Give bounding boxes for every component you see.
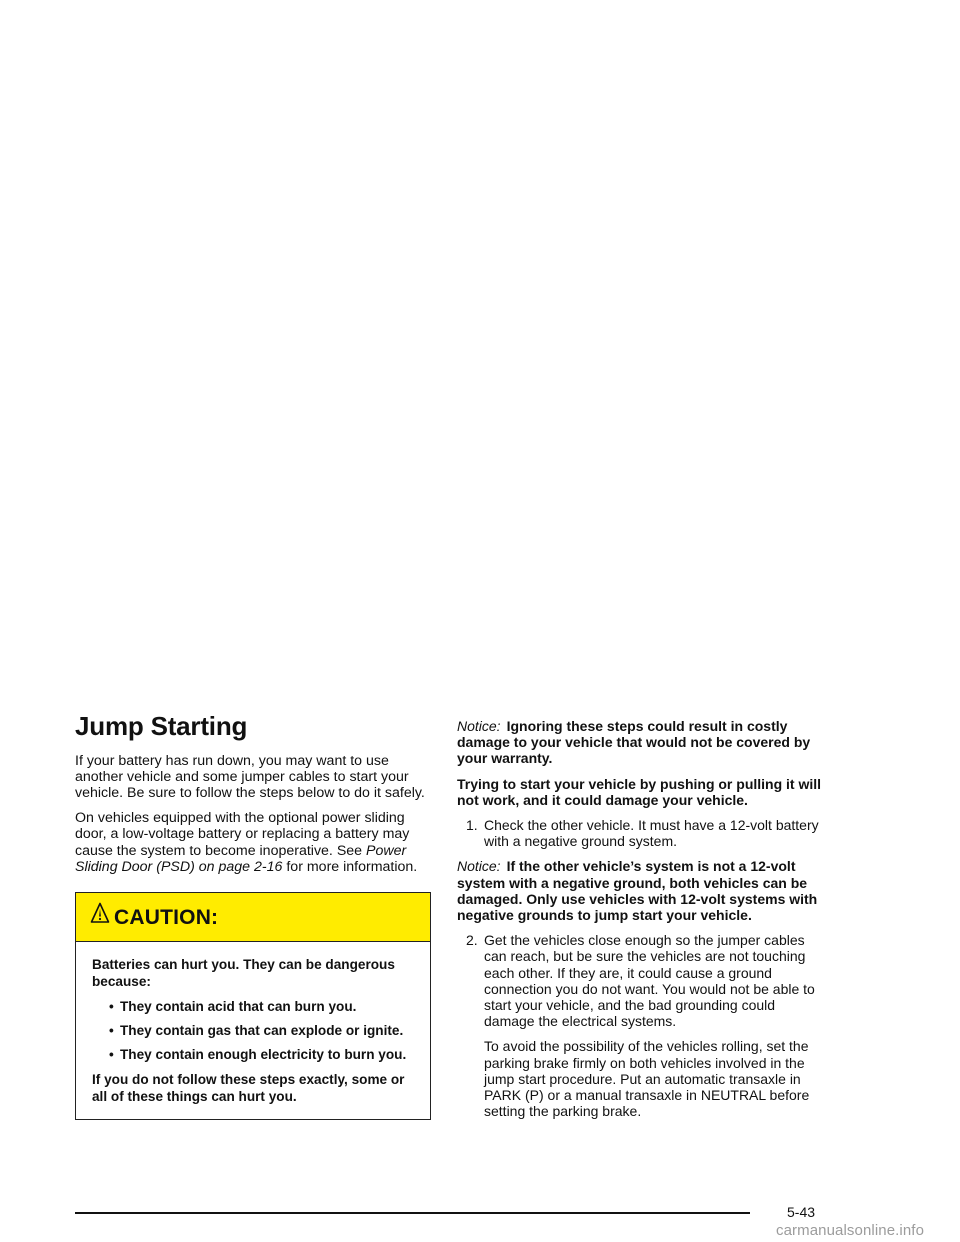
- caution-bullet-text: They contain enough electricity to burn you.: [120, 1047, 407, 1063]
- notice-paragraph: [457, 858, 822, 923]
- caution-body: [76, 942, 430, 1119]
- caution-closing: If you do not follow these steps exactly, some or all of these things can hurt you.: [92, 1072, 405, 1105]
- step-text: Check the other vehicle. It must have a 12-volt battery with a negative ground system.: [484, 817, 819, 850]
- caution-bullet-item: [92, 1022, 416, 1039]
- caution-bullet-text: They contain acid that can burn you.: [120, 999, 357, 1015]
- warning-triangle-icon: [90, 902, 110, 926]
- caution-header: [76, 893, 430, 942]
- step-number: 1.: [466, 817, 478, 834]
- notice-label: Notice:: [457, 858, 501, 875]
- caution-bullet-item: [92, 998, 416, 1015]
- step-text: Get the vehicles close enough so the jumper cables can reach, but be sure the vehicles are not touching each other. If they are, it could cause a ground connection you do not want. You would not be able to start your vehicle, and the bad grounding could damage the electrical systems.: [484, 932, 815, 1030]
- bullet-glyph: •: [109, 1023, 114, 1039]
- notice-paragraph: [457, 718, 822, 767]
- notice-label: Notice:: [457, 718, 501, 734]
- caution-lead: Batteries can hurt you. They can be dangerous because:: [92, 957, 395, 990]
- psd-page-reference: Power Sliding Door (PSD) on page 2-16: [75, 842, 407, 875]
- notice-text: If the other vehicle’s system is not a 12-volt system with a negative ground, both vehicles can be damaged. Only use vehicles with 12-volt systems with negative grounds to jump start your vehicle.: [457, 858, 818, 924]
- step-2: [457, 932, 822, 1029]
- caution-bullet-item: [92, 1046, 416, 1063]
- notice-text: Ignoring these steps could result in costly damage to your vehicle that would not be covered by your warranty.: [457, 718, 811, 767]
- psd-paragraph: [75, 810, 435, 875]
- caution-title: CAUTION:: [114, 906, 219, 930]
- page-number: 5-43: [787, 1204, 816, 1220]
- caution-bullet-list: [92, 998, 416, 1063]
- right-column: [457, 718, 822, 1128]
- caution-bullet-text: They contain gas that can explode or ignite.: [120, 1023, 404, 1039]
- psd-text-after: for more information.: [282, 858, 418, 875]
- psd-text-before: On vehicles equipped with the optional power sliding door, a low-voltage battery or replacing a battery may cause the system to become inoperative. See: [75, 810, 410, 859]
- left-column: [75, 712, 435, 1120]
- intro-paragraph: If your battery has run down, you may want to use another vehicle and some jumper cables to start your vehicle. Be sure to follow the steps below to do it safely.: [75, 752, 425, 801]
- footer-rule: [75, 1212, 750, 1214]
- section-title: Jump Starting: [75, 711, 248, 741]
- caution-box: [75, 892, 431, 1120]
- push-start-warning: Trying to start your vehicle by pushing or pulling it will not work, and it could damage your vehicle.: [457, 775, 822, 808]
- step-number: 2.: [466, 932, 478, 949]
- step-1: [457, 817, 822, 849]
- bullet-glyph: •: [109, 1047, 114, 1063]
- step-2-continued: To avoid the possibility of the vehicles rolling, set the parking brake firmly on both vehicles involved in the jump start procedure. Put an automatic transaxle in PARK (P) or a manual transaxle in NEUTRAL before setting the parking brake.: [484, 1038, 810, 1120]
- watermark: carmanualsonline.info: [776, 1222, 925, 1239]
- bullet-glyph: •: [109, 999, 114, 1015]
